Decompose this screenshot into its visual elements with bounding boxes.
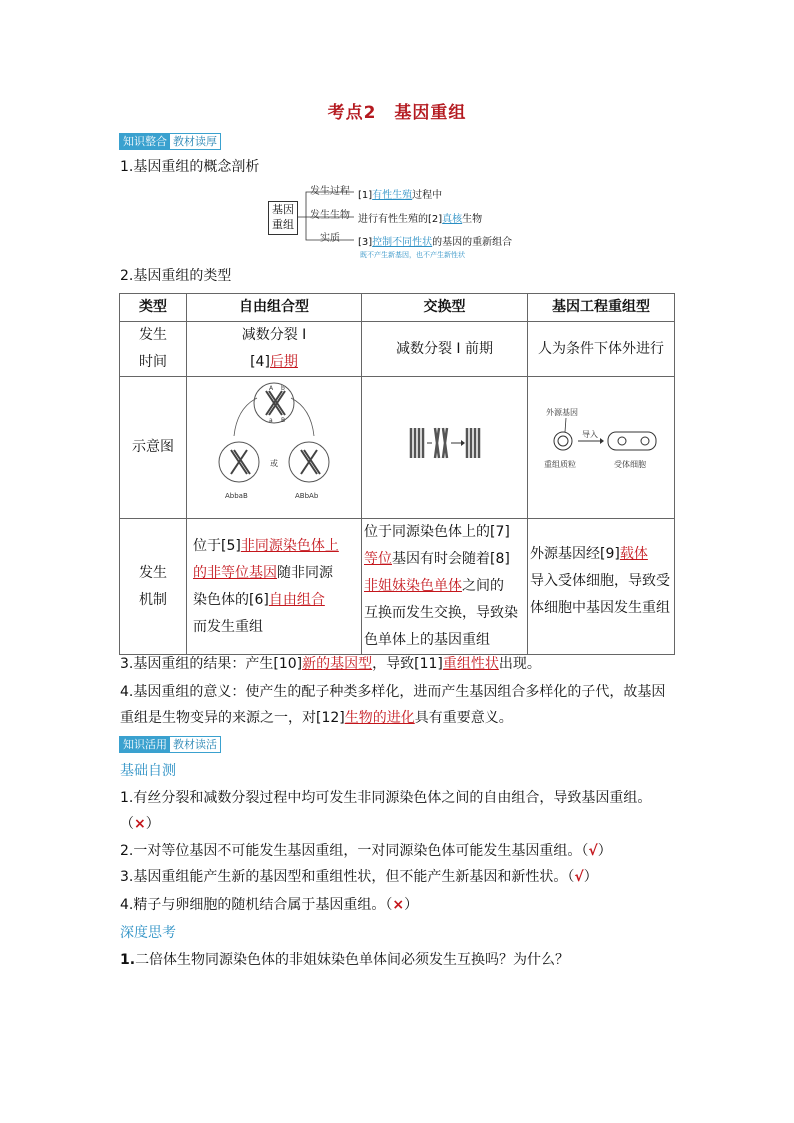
free-combination-diagram bbox=[199, 378, 349, 508]
text: 位于[5] bbox=[193, 537, 241, 554]
cell-cross-diagram bbox=[362, 377, 528, 519]
table-row-time bbox=[120, 322, 675, 377]
answer-3: 控制不同性状 bbox=[372, 237, 433, 248]
section3-line bbox=[120, 654, 541, 674]
allele-label: A bbox=[269, 384, 274, 392]
crossover-diagram bbox=[405, 423, 485, 463]
table-row-diagram bbox=[120, 377, 675, 519]
text: 外源基因经[9] bbox=[530, 546, 620, 562]
concept-root-top: 基因 bbox=[272, 203, 294, 216]
cell-free-mechanism bbox=[187, 519, 362, 655]
engineering-diagram bbox=[536, 403, 666, 483]
header-engineering: 基因工程重组型 bbox=[528, 294, 675, 322]
cell-cross-mechanism bbox=[362, 519, 528, 655]
text: 减数分裂 I bbox=[241, 327, 307, 343]
text: 2.一对等位基因不可能发生基因重组，一对同源染色体可能发生基因重组。 bbox=[120, 843, 582, 859]
section-tag-apply bbox=[119, 736, 221, 753]
text: 生物 bbox=[462, 214, 483, 225]
cell-free-time bbox=[187, 322, 362, 377]
tag-label: 知识整合 bbox=[120, 134, 170, 149]
answer-mark-3: √ bbox=[574, 869, 584, 885]
allele-label: a bbox=[269, 416, 273, 424]
answer-9: 载体 bbox=[619, 546, 648, 562]
label-foreign-gene: 外源基因 bbox=[546, 407, 578, 417]
answer-5b: 的非等位基因 bbox=[193, 564, 277, 581]
text: 机制 bbox=[139, 591, 167, 608]
text: 进行有性生殖的[2] bbox=[358, 214, 443, 225]
text: 体细胞中基因发生重组 bbox=[530, 600, 670, 616]
answer-6: 自由组合 bbox=[268, 591, 325, 608]
section1-heading: 1.基因重组的概念剖析 bbox=[120, 159, 260, 175]
label-import: 导入 bbox=[582, 429, 598, 439]
selftest-q2: 2.一对等位基因不可能发生基因重组，一对同源染色体可能发生基因重组。（√） bbox=[120, 843, 612, 859]
selftest-heading: 基础自测 bbox=[120, 763, 176, 779]
text: 出现。 bbox=[498, 656, 541, 672]
gamete-label-right: ABbAb bbox=[295, 491, 319, 500]
text: 导入受体细胞，导致受 bbox=[530, 573, 670, 589]
text: 之间的 bbox=[462, 578, 504, 594]
selftest-a1: （×） bbox=[120, 816, 160, 832]
row-label-diagram: 示意图 bbox=[120, 377, 187, 519]
answer-8: 非姐妹染色单体 bbox=[364, 578, 462, 594]
answer-5a: 非同源染色体上 bbox=[240, 537, 339, 554]
allele-label: B bbox=[281, 416, 286, 424]
text bbox=[193, 560, 359, 587]
answer-2: 真核 bbox=[442, 214, 463, 225]
cell-eng-mechanism bbox=[528, 519, 675, 655]
answer-12: 生物的进化 bbox=[344, 710, 415, 726]
text: 染色体的[6] bbox=[193, 591, 269, 608]
text: 过程中 bbox=[412, 190, 443, 201]
text bbox=[187, 349, 361, 376]
table-header-row bbox=[120, 294, 675, 322]
text bbox=[364, 573, 525, 600]
text: [1] bbox=[358, 190, 373, 201]
text: 基因有时会随着[8] bbox=[392, 551, 510, 567]
text: 而发生重组 bbox=[193, 618, 263, 635]
branch-label-process: 发生过程 bbox=[310, 186, 350, 197]
answer-mark-4: × bbox=[392, 897, 405, 913]
annotation-note: 既不产生新基因，也不产生新性状 bbox=[360, 251, 465, 259]
selftest-q1: 1.有丝分裂和减数分裂过程中均可发生非同源染色体之间的自由组合，导致基因重组。 bbox=[120, 790, 652, 806]
text: ，导致[11] bbox=[372, 656, 443, 672]
table-row-mechanism bbox=[120, 519, 675, 655]
text: 4.精子与卵细胞的随机结合属于基因重组。 bbox=[120, 897, 386, 913]
answer-mark-1: × bbox=[134, 816, 146, 832]
gamete-label-left: AbbaB bbox=[225, 491, 248, 500]
text: 二倍体生物同源染色体的非姐妹染色单体间必须发生互换吗？为什么？ bbox=[135, 952, 570, 968]
header-crossover: 交换型 bbox=[362, 294, 528, 322]
label-recombinant-plasmid: 重组质粒 bbox=[544, 459, 576, 469]
answer-7: 等位 bbox=[364, 551, 392, 567]
text: 3.基因重组的结果：产生[10] bbox=[120, 656, 303, 672]
deep-thinking-q1 bbox=[120, 950, 569, 970]
section4-line1: 4.基因重组的意义：使产生的配子种类多样化，进而产生基因组合多样化的子代，故基因 bbox=[120, 684, 666, 700]
text: 色单体上的基因重组 bbox=[364, 632, 490, 648]
text bbox=[193, 587, 359, 614]
text bbox=[530, 541, 672, 568]
selftest-q4: 4.精子与卵细胞的随机结合属于基因重组。（×） bbox=[120, 897, 419, 913]
header-type: 类型 bbox=[120, 294, 187, 322]
answer-1: 有性生殖 bbox=[372, 190, 413, 201]
branch-label-organism: 发生生物 bbox=[310, 210, 350, 221]
branch-label-essence: 实质 bbox=[320, 233, 340, 244]
text: 互换而发生交换，导致染 bbox=[364, 605, 518, 621]
text: 重组是生物变异的来源之一，对[12] bbox=[120, 710, 345, 726]
answer-11: 重组性状 bbox=[442, 656, 499, 672]
answer-4: 后期 bbox=[269, 354, 298, 370]
answer-mark-2: √ bbox=[588, 843, 598, 859]
text: 位于同源染色体上的[7] bbox=[364, 524, 510, 540]
section2-heading: 2.基因重组的类型 bbox=[120, 268, 232, 284]
tag-sub: 教材读活 bbox=[170, 737, 220, 752]
tag-label: 知识活用 bbox=[120, 737, 170, 752]
text: [3] bbox=[358, 237, 373, 248]
text: 具有重要意义。 bbox=[414, 710, 513, 726]
page-title: 考点2 基因重组 bbox=[327, 103, 467, 123]
row-label-mechanism bbox=[120, 519, 187, 655]
or-label: 或 bbox=[270, 458, 278, 468]
text: 发生 bbox=[139, 564, 167, 581]
allele-label: b bbox=[281, 384, 285, 392]
selftest-q3: 3.基因重组能产生新的基因型和重组性状，但不能产生新基因和新性状。（√） bbox=[120, 869, 598, 885]
concept-diagram bbox=[266, 180, 556, 265]
label-recipient-cell: 受体细胞 bbox=[614, 459, 646, 469]
text: 时间 bbox=[139, 354, 167, 370]
text: 随非同源 bbox=[277, 564, 333, 581]
branch-item-process bbox=[358, 186, 442, 201]
text: 的基因的重新组合 bbox=[432, 237, 513, 248]
text: [4] bbox=[250, 354, 270, 370]
text: 发生 bbox=[139, 327, 167, 343]
concept-root-bottom: 重组 bbox=[272, 218, 294, 231]
row-label-time bbox=[120, 322, 187, 377]
tag-sub: 教材读厚 bbox=[170, 134, 220, 149]
recombination-types-table bbox=[119, 293, 675, 655]
cell-cross-time: 减数分裂 I 前期 bbox=[362, 322, 528, 377]
branch-item-essence bbox=[358, 233, 512, 248]
text bbox=[364, 546, 525, 573]
cell-free-diagram bbox=[187, 377, 362, 519]
text: 3.基因重组能产生新的基因型和重组性状，但不能产生新基因和新性状。 bbox=[120, 869, 568, 885]
branch-item-organism bbox=[358, 210, 482, 225]
cell-eng-time: 人为条件下体外进行 bbox=[528, 322, 675, 377]
text bbox=[193, 533, 359, 560]
header-free: 自由组合型 bbox=[187, 294, 362, 322]
text: 1. bbox=[120, 952, 136, 968]
cell-eng-diagram bbox=[528, 377, 675, 519]
deep-thinking-heading: 深度思考 bbox=[120, 925, 176, 941]
answer-10: 新的基因型 bbox=[302, 656, 373, 672]
section4-line2 bbox=[120, 708, 513, 728]
section-tag-integration bbox=[119, 133, 221, 150]
